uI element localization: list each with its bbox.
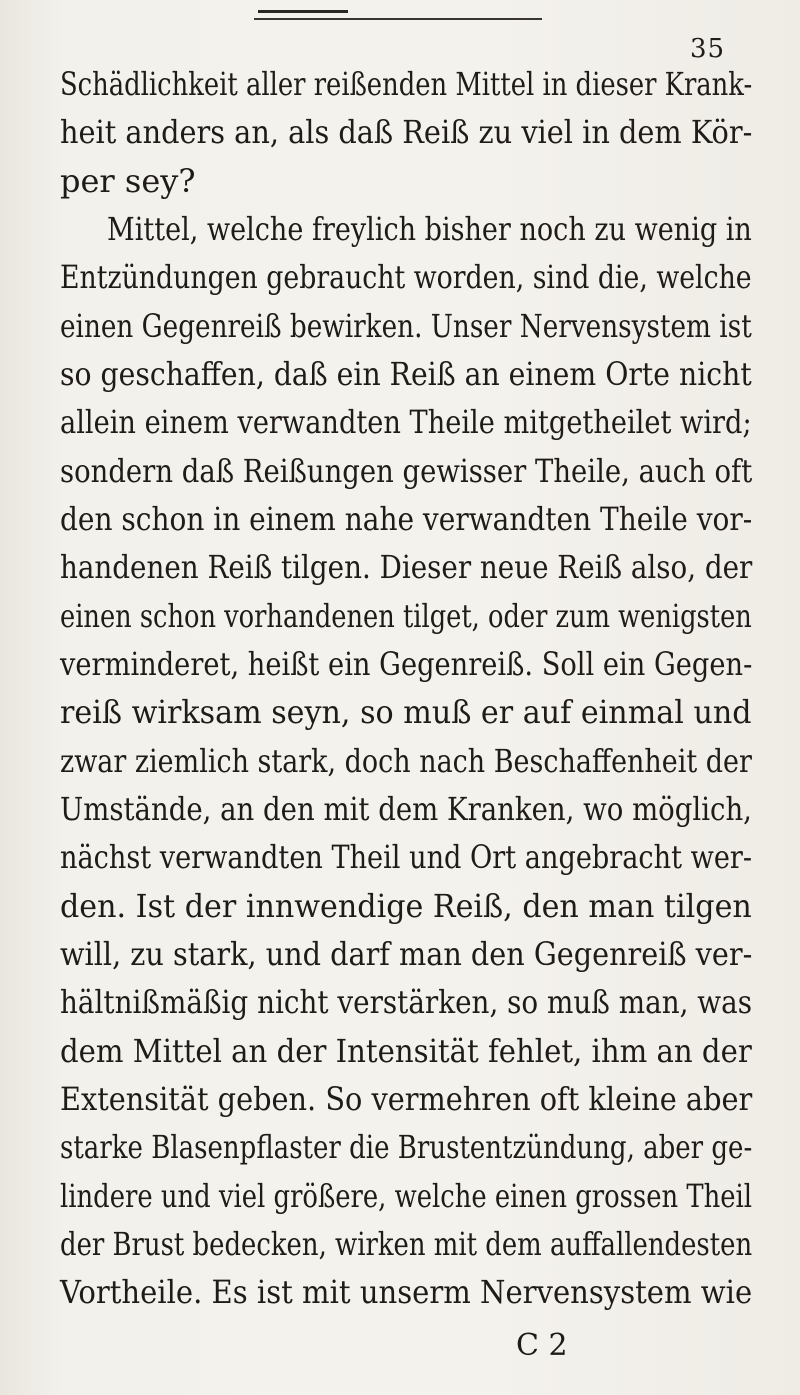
page-number: 35 [690, 34, 726, 64]
text-line: Schädlichkeit aller reißenden Mittel in dieser Krank- [60, 65, 753, 103]
header-rule-top [258, 10, 348, 13]
text-line: der Brust bedecken, wirken mit dem auffallendesten [60, 1225, 753, 1263]
signature-mark: C 2 [516, 1328, 568, 1363]
text-line: Vortheile. Es ist mit unserm Nervensystem wie [60, 1273, 753, 1311]
text-line: heit anders an, als daß Reiß zu viel in dem Kör- [60, 113, 753, 151]
text-line: zwar ziemlich stark, doch nach Beschaffenheit der [60, 742, 752, 780]
text-line: Extensität geben. So vermehren oft kleine aber [60, 1080, 753, 1118]
text-line: per sey? [60, 162, 196, 200]
text-line: lindere und viel größere, welche einen grossen Theil [60, 1177, 753, 1215]
text-line: handenen Reiß tilgen. Dieser neue Reiß also, der [60, 548, 753, 586]
text-line: einen Gegenreiß bewirken. Unser Nervensystem ist [60, 307, 752, 345]
header-rule-bottom [254, 18, 542, 20]
text-line: allein einem verwandten Theile mitgetheilet wird; [60, 403, 752, 441]
text-line: so geschaffen, daß ein Reiß an einem Orte nicht [60, 355, 752, 393]
text-line: Umstände, an den mit dem Kranken, wo möglich, [60, 790, 752, 828]
text-line: reiß wirksam seyn, so muß er auf einmal und [60, 693, 752, 731]
text-line: einen schon vorhandenen tilget, oder zum wenigsten [60, 597, 752, 635]
text-line: will, zu stark, und darf man den Gegenreiß ver- [60, 935, 753, 973]
text-line: sondern daß Reißungen gewisser Theile, auch oft [60, 452, 753, 490]
text-line: Entzündungen gebraucht worden, sind die, welche [60, 258, 752, 296]
text-line: verminderet, heißt ein Gegenreiß. Soll ein Gegen- [60, 645, 753, 683]
text-line: nächst verwandten Theil und Ort angebracht wer- [60, 838, 753, 876]
text-line: den. Ist der innwendige Reiß, den man tilgen [60, 887, 752, 925]
text-line: dem Mittel an der Intensität fehlet, ihm an der [60, 1032, 752, 1070]
text-line: starke Blasenpflaster die Brustentzündung, aber ge- [60, 1128, 753, 1166]
text-line: Mittel, welche freylich bisher noch zu wenig in [107, 210, 752, 248]
text-line: hältnißmäßig nicht verstärken, so muß man, was [60, 983, 752, 1021]
text-line: den schon in einem nahe verwandten Theile vor- [60, 500, 753, 538]
